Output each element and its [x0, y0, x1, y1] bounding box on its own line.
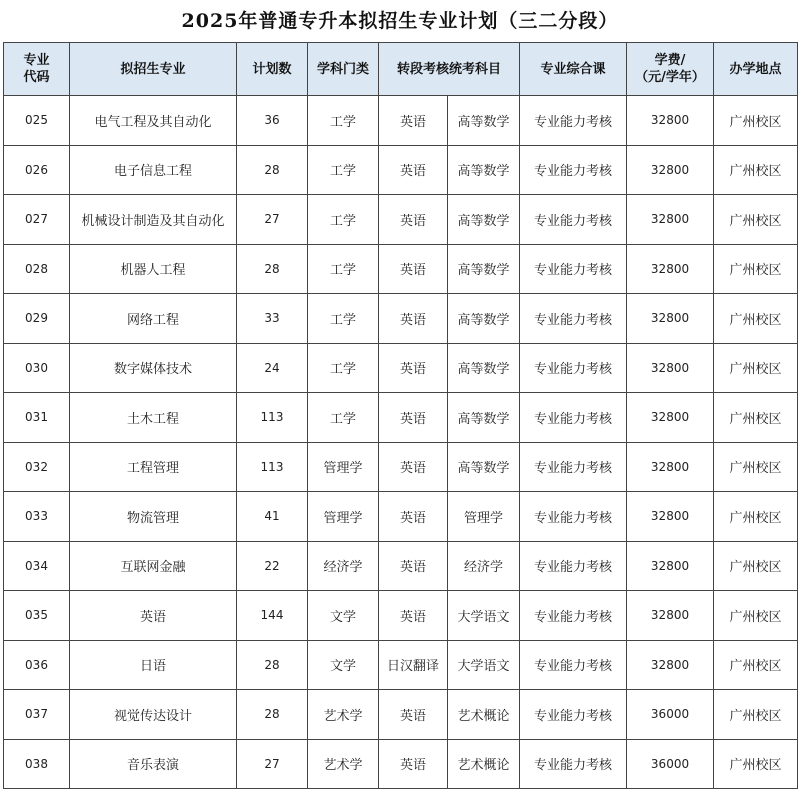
table-header-row: [4, 43, 798, 96]
cell-fee: 36000: [627, 690, 714, 740]
cell-quota: 144: [237, 591, 308, 641]
cell-exam-subject-1: 英语: [379, 541, 448, 591]
table-row: [4, 343, 798, 393]
cell-exam-subject-1: 英语: [379, 294, 448, 344]
cell-major: 网络工程: [70, 294, 237, 344]
cell-location: 广州校区: [714, 343, 798, 393]
table-row: [4, 541, 798, 591]
table-row: [4, 591, 798, 641]
table-row: [4, 244, 798, 294]
cell-fee: 32800: [627, 294, 714, 344]
cell-fee: 32800: [627, 541, 714, 591]
cell-category: 工学: [308, 96, 379, 146]
cell-major: 互联网金融: [70, 541, 237, 591]
cell-comprehensive: 专业能力考核: [520, 442, 627, 492]
cell-major: 数字媒体技术: [70, 343, 237, 393]
cell-location: 广州校区: [714, 442, 798, 492]
cell-major: 英语: [70, 591, 237, 641]
cell-category: 文学: [308, 591, 379, 641]
cell-code: 025: [4, 96, 70, 146]
cell-comprehensive: 专业能力考核: [520, 640, 627, 690]
cell-quota: 36: [237, 96, 308, 146]
cell-category: 艺术学: [308, 739, 379, 789]
cell-comprehensive: 专业能力考核: [520, 739, 627, 789]
cell-exam-subject-1: 英语: [379, 393, 448, 443]
cell-comprehensive: 专业能力考核: [520, 343, 627, 393]
cell-exam-subject-1: 英语: [379, 96, 448, 146]
cell-exam-subject-1: 英语: [379, 739, 448, 789]
cell-exam-subject-2: 管理学: [448, 492, 520, 542]
cell-category: 工学: [308, 145, 379, 195]
cell-comprehensive: 专业能力考核: [520, 244, 627, 294]
cell-code: 027: [4, 195, 70, 245]
cell-exam-subject-1: 英语: [379, 195, 448, 245]
cell-category: 文学: [308, 640, 379, 690]
cell-location: 广州校区: [714, 739, 798, 789]
cell-exam-subject-2: 大学语文: [448, 591, 520, 641]
cell-exam-subject-2: 高等数学: [448, 343, 520, 393]
cell-comprehensive: 专业能力考核: [520, 690, 627, 740]
cell-category: 工学: [308, 343, 379, 393]
cell-major: 音乐表演: [70, 739, 237, 789]
cell-category: 工学: [308, 244, 379, 294]
cell-exam-subject-1: 英语: [379, 591, 448, 641]
cell-category: 工学: [308, 195, 379, 245]
cell-comprehensive: 专业能力考核: [520, 145, 627, 195]
cell-location: 广州校区: [714, 690, 798, 740]
header-exam-subjects: 转段考核统考科目: [379, 43, 520, 96]
header-fee-line2: （元/学年）: [635, 70, 705, 85]
cell-comprehensive: 专业能力考核: [520, 591, 627, 641]
page-title: 2025年普通专升本拟招生专业计划（三二分段）: [181, 10, 619, 32]
cell-location: 广州校区: [714, 492, 798, 542]
cell-major: 日语: [70, 640, 237, 690]
cell-location: 广州校区: [714, 244, 798, 294]
table-row: [4, 442, 798, 492]
cell-quota: 28: [237, 244, 308, 294]
table-row: [4, 195, 798, 245]
cell-fee: 32800: [627, 343, 714, 393]
cell-exam-subject-2: 艺术概论: [448, 739, 520, 789]
cell-category: 工学: [308, 393, 379, 443]
table-body: [4, 96, 798, 789]
cell-quota: 28: [237, 640, 308, 690]
cell-major: 电子信息工程: [70, 145, 237, 195]
cell-code: 037: [4, 690, 70, 740]
cell-major: 物流管理: [70, 492, 237, 542]
cell-quota: 22: [237, 541, 308, 591]
header-code-line1: 专业: [23, 53, 50, 68]
cell-exam-subject-2: 经济学: [448, 541, 520, 591]
cell-quota: 27: [237, 195, 308, 245]
cell-fee: 32800: [627, 145, 714, 195]
header-location: 办学地点: [714, 43, 798, 96]
cell-location: 广州校区: [714, 294, 798, 344]
cell-category: 工学: [308, 294, 379, 344]
cell-fee: 32800: [627, 591, 714, 641]
cell-code: 028: [4, 244, 70, 294]
cell-exam-subject-2: 艺术概论: [448, 690, 520, 740]
cell-category: 管理学: [308, 492, 379, 542]
cell-location: 广州校区: [714, 591, 798, 641]
cell-fee: 32800: [627, 640, 714, 690]
table-row: [4, 294, 798, 344]
cell-fee: 32800: [627, 492, 714, 542]
cell-exam-subject-2: 高等数学: [448, 244, 520, 294]
cell-fee: 32800: [627, 195, 714, 245]
cell-quota: 33: [237, 294, 308, 344]
cell-fee: 32800: [627, 393, 714, 443]
header-fee: [627, 43, 714, 96]
cell-category: 管理学: [308, 442, 379, 492]
cell-category: 艺术学: [308, 690, 379, 740]
cell-code: 035: [4, 591, 70, 641]
cell-category: 经济学: [308, 541, 379, 591]
cell-major: 电气工程及其自动化: [70, 96, 237, 146]
cell-code: 036: [4, 640, 70, 690]
cell-location: 广州校区: [714, 393, 798, 443]
cell-quota: 113: [237, 442, 308, 492]
cell-exam-subject-1: 英语: [379, 343, 448, 393]
cell-exam-subject-1: 英语: [379, 442, 448, 492]
cell-location: 广州校区: [714, 96, 798, 146]
cell-fee: 36000: [627, 739, 714, 789]
cell-location: 广州校区: [714, 145, 798, 195]
cell-code: 029: [4, 294, 70, 344]
table-row: [4, 739, 798, 789]
cell-exam-subject-1: 英语: [379, 244, 448, 294]
cell-exam-subject-1: 英语: [379, 690, 448, 740]
cell-quota: 113: [237, 393, 308, 443]
cell-code: 033: [4, 492, 70, 542]
table-row: [4, 96, 798, 146]
header-major: 拟招生专业: [70, 43, 237, 96]
cell-exam-subject-1: 英语: [379, 145, 448, 195]
header-code-line2: 代码: [23, 70, 50, 85]
cell-comprehensive: 专业能力考核: [520, 541, 627, 591]
cell-major: 土木工程: [70, 393, 237, 443]
cell-location: 广州校区: [714, 640, 798, 690]
cell-fee: 32800: [627, 96, 714, 146]
cell-code: 030: [4, 343, 70, 393]
cell-quota: 41: [237, 492, 308, 542]
cell-exam-subject-2: 高等数学: [448, 442, 520, 492]
cell-comprehensive: 专业能力考核: [520, 492, 627, 542]
cell-code: 034: [4, 541, 70, 591]
table-row: [4, 145, 798, 195]
cell-exam-subject-2: 高等数学: [448, 145, 520, 195]
cell-quota: 27: [237, 739, 308, 789]
cell-exam-subject-1: 英语: [379, 492, 448, 542]
cell-code: 038: [4, 739, 70, 789]
cell-comprehensive: 专业能力考核: [520, 294, 627, 344]
header-code: [4, 43, 70, 96]
table-row: [4, 393, 798, 443]
cell-quota: 28: [237, 145, 308, 195]
cell-major: 视觉传达设计: [70, 690, 237, 740]
cell-exam-subject-2: 高等数学: [448, 195, 520, 245]
cell-code: 031: [4, 393, 70, 443]
table-row: [4, 492, 798, 542]
header-fee-line1: 学费/: [654, 53, 686, 68]
cell-comprehensive: 专业能力考核: [520, 195, 627, 245]
cell-exam-subject-1: 日汉翻译: [379, 640, 448, 690]
enrollment-plan-table: [3, 42, 798, 789]
cell-major: 机器人工程: [70, 244, 237, 294]
header-comprehensive: 专业综合课: [520, 43, 627, 96]
cell-comprehensive: 专业能力考核: [520, 393, 627, 443]
cell-quota: 24: [237, 343, 308, 393]
cell-location: 广州校区: [714, 195, 798, 245]
header-category: 学科门类: [308, 43, 379, 96]
cell-code: 032: [4, 442, 70, 492]
header-quota: 计划数: [237, 43, 308, 96]
cell-exam-subject-2: 高等数学: [448, 393, 520, 443]
cell-comprehensive: 专业能力考核: [520, 96, 627, 146]
cell-location: 广州校区: [714, 541, 798, 591]
cell-quota: 28: [237, 690, 308, 740]
cell-code: 026: [4, 145, 70, 195]
cell-major: 工程管理: [70, 442, 237, 492]
cell-exam-subject-2: 高等数学: [448, 294, 520, 344]
table-row: [4, 690, 798, 740]
table-row: [4, 640, 798, 690]
cell-fee: 32800: [627, 442, 714, 492]
cell-exam-subject-2: 大学语文: [448, 640, 520, 690]
cell-exam-subject-2: 高等数学: [448, 96, 520, 146]
cell-fee: 32800: [627, 244, 714, 294]
cell-major: 机械设计制造及其自动化: [70, 195, 237, 245]
